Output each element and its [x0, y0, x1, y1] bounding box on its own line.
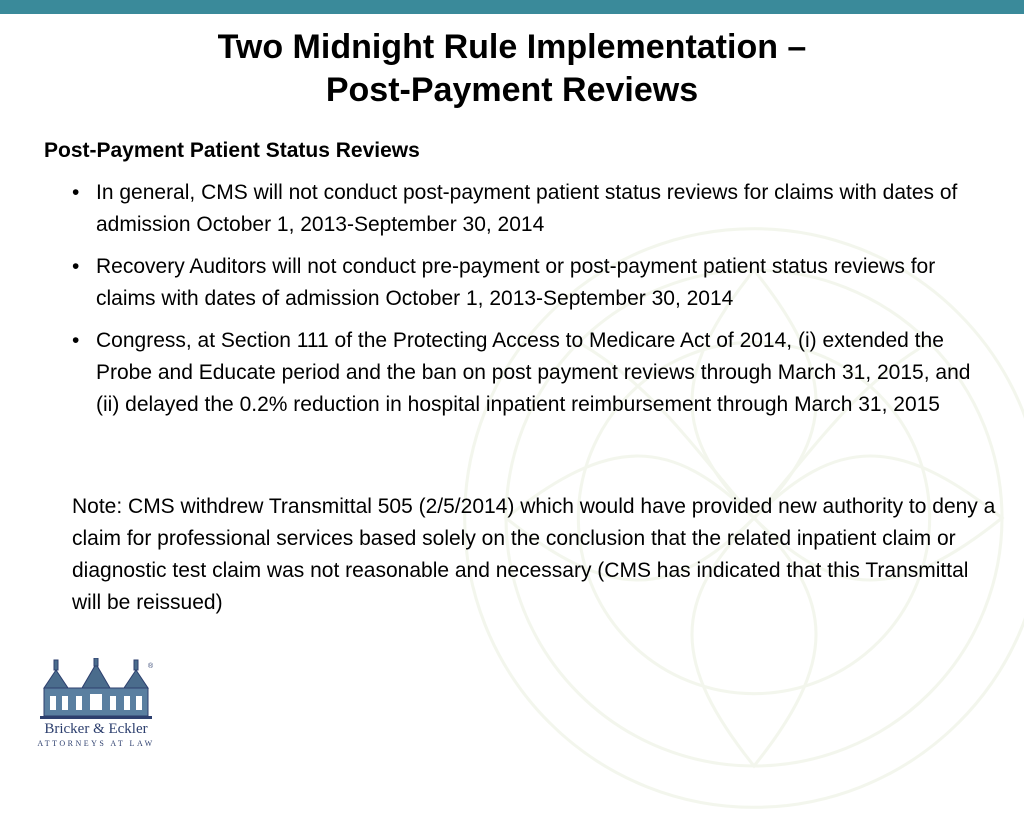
firm-name: Bricker & Eckler [44, 721, 148, 737]
bullet-item [72, 177, 982, 241]
section-subheading: Post-Payment Patient Status Reviews [44, 139, 420, 162]
bullet-marker: • [72, 329, 80, 352]
registered-mark: ® [148, 663, 154, 670]
title-line-1: Two Midnight Rule Implementation – [217, 28, 807, 66]
slide-title [0, 26, 1024, 112]
building-icon [36, 658, 156, 720]
bullet-text: Congress, at Section 111 of the Protecting Access to Medicare Act of 2014, (i) extended the Probe and Educate period and the ban on post payment reviews through March 31, 2015, and (ii) delayed the 0.2% reduction in hospital inpatient reimbursement through March 31, 2015 [96, 329, 971, 416]
bullet-text: Recovery Auditors will not conduct pre-payment or post-payment patient status reviews for claims with dates of admission October 1, 2013-September 30, 2014 [96, 255, 936, 310]
bullet-marker: • [72, 255, 80, 278]
firm-tagline: ATTORNEYS AT LAW [37, 739, 155, 748]
title-line-2: Post-Payment Reviews [325, 71, 699, 109]
firm-logo [36, 658, 156, 758]
bullet-text: In general, CMS will not conduct post-payment patient status reviews for claims with dates of admission October 1, 2013-September 30, 2014 [96, 181, 958, 236]
bullet-item [72, 251, 982, 315]
bullet-item [72, 325, 982, 421]
bullet-marker: • [72, 181, 80, 204]
note-paragraph: Note: CMS withdrew Transmittal 505 (2/5/2014) which would have provided new authority to deny a claim for professional services based solely on the conclusion that the related inpatient claim or diagnostic test claim was not reasonable and necessary (CMS has indicated that this Transmittal will be reissued) [72, 495, 996, 614]
top-accent-bar [0, 0, 1024, 14]
bullet-list [72, 177, 982, 431]
